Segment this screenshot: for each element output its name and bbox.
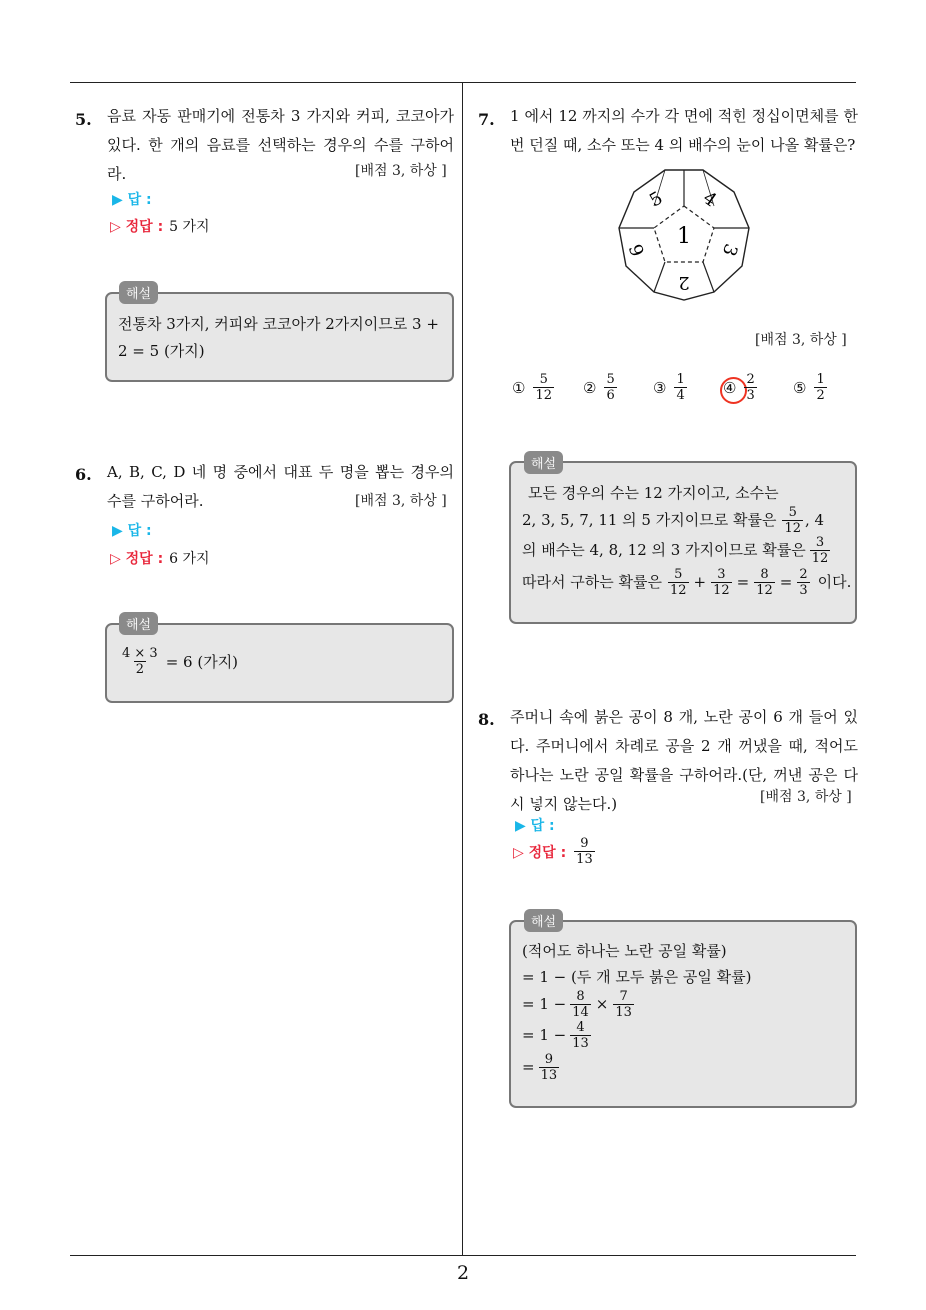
q7-explain-line1: 모든 경우의 수는 12 가지이고, 소수는 <box>528 484 779 502</box>
q7-choice-1 <box>512 372 556 403</box>
q7-e3-num: 3 <box>815 535 825 550</box>
q8-l5-text: = <box>522 1058 535 1076</box>
q7-choice-5-frac <box>814 372 826 403</box>
q7-e4-f4n: 2 <box>799 567 808 582</box>
q7-meta: [배점 3, 하상 ] <box>755 332 847 348</box>
q8-l4-fn: 4 <box>576 1020 585 1035</box>
q8-l3-f2n: 7 <box>619 989 628 1004</box>
q7-e4-frac1 <box>668 567 689 598</box>
q7-choice-3-num: 1 <box>676 372 685 387</box>
column-divider <box>462 83 463 1255</box>
q8-correct-num: 9 <box>580 836 589 851</box>
q8-l4-fd: 13 <box>572 1036 589 1051</box>
q7-choice-3-frac <box>674 372 686 403</box>
q7-e4-f3d: 12 <box>756 583 773 598</box>
q8-explain-tag: 해설 <box>524 909 563 932</box>
q7-text: 1 에서 12 까지의 수가 각 면에 적힌 정십이면체를 한 번 던질 때, 소수 또는 4 의 배수의 눈이 나올 확률은? <box>510 107 858 154</box>
q7-e4-plus: + <box>693 573 707 591</box>
q6-explain-math <box>118 646 238 677</box>
q7-choice-4 <box>723 372 759 403</box>
q8-correct-label: ▷ 정답 : <box>513 844 567 861</box>
q7-e2-num: 5 <box>788 505 797 520</box>
q5-correct-value: 5 가지 <box>169 219 210 235</box>
q8-correct-frac <box>574 836 595 867</box>
q8-explain-line4 <box>522 1020 593 1051</box>
q8-l3-f1n: 8 <box>576 989 585 1004</box>
q7-e3-frac <box>810 535 831 566</box>
q7-choice-4-frac <box>744 372 756 403</box>
q6-correct-label: ▷ 정답 : <box>110 551 164 567</box>
q8-l3-f2d: 13 <box>615 1005 632 1020</box>
q8-explain-line2: = 1 − (두 개 모두 붉은 공일 확률) <box>522 968 752 986</box>
q6-number: 6. <box>75 465 92 484</box>
q7-e4-frac4 <box>797 567 809 598</box>
q6-frac-num: 4 × 3 <box>122 646 158 661</box>
q7-e2-text: 2, 3, 5, 7, 11 의 5 가지이므로 확률은 <box>522 511 777 529</box>
q7-e4-eq1: = <box>736 573 750 591</box>
dice-face-left-top: 5 <box>646 187 667 212</box>
q5-correct <box>110 216 210 236</box>
q7-choice-5 <box>793 372 829 403</box>
q7-choice-1-mark: ① <box>512 378 526 397</box>
q7-choice-1-frac <box>533 372 554 403</box>
dice-face-bottom: 2 <box>678 272 690 293</box>
q8-l3-frac2 <box>613 989 634 1020</box>
q8-explain-line5 <box>522 1052 561 1083</box>
q7-e4-eq2: = <box>779 573 793 591</box>
q7-choice-2-num: 5 <box>606 372 615 387</box>
q8-meta: [배점 3, 하상 ] <box>760 789 852 805</box>
q7-e2-den: 12 <box>784 521 801 536</box>
q5-meta: [배점 3, 하상 ] <box>355 163 447 179</box>
q7-explain-line4 <box>522 567 851 598</box>
q8-l3-frac1 <box>570 989 591 1020</box>
q7-e4-f1d: 12 <box>669 583 687 598</box>
q7-choice-1-den: 12 <box>535 388 552 403</box>
dodecahedron-figure <box>614 165 754 305</box>
dice-face-left-bottom: 6 <box>625 240 650 259</box>
q6-text: A, B, C, D 네 명 중에서 대표 두 명을 뽑는 경우의 수를 구하어라. <box>107 463 454 510</box>
q6-fraction <box>120 646 160 677</box>
q7-e4-f2n: 3 <box>717 567 726 582</box>
dice-face-right-top: 4 <box>698 187 721 212</box>
q8-l3-f1d: 14 <box>572 1005 589 1020</box>
q8-number: 8. <box>478 710 495 729</box>
q7-e4-f4d: 3 <box>799 583 808 598</box>
q7-choice-2-mark: ② <box>583 378 597 397</box>
q6-correct-value: 6 가지 <box>169 551 210 567</box>
q7-choice-4-den: 3 <box>746 388 755 403</box>
q7-explain-line3 <box>522 535 832 566</box>
q8-explain-line1: (적어도 하나는 노란 공일 확률) <box>522 942 727 960</box>
q7-e3-den: 12 <box>811 551 829 566</box>
q6-meta: [배점 3, 하상 ] <box>355 493 447 509</box>
q8-correct-den: 13 <box>576 852 593 867</box>
q6-frac-den: 2 <box>135 662 144 677</box>
q5-correct-label: ▷ 정답 : <box>110 219 164 235</box>
q7-e4-f3n: 8 <box>760 567 769 582</box>
q7-e2-frac <box>782 505 803 536</box>
q7-choice-5-num: 1 <box>816 372 825 387</box>
q7-choice-4-mark: ④ <box>723 378 737 397</box>
q5-text: 음료 자동 판매기에 전통차 3 가지와 커피, 코코아가 있다. 한 개의 음료를 선택하는 경우의 수를 구하어라. <box>107 107 454 183</box>
q5-explain-line1: 전통차 3가지, 커피와 코코아가 2가지이므로 3 + <box>118 315 439 333</box>
q7-e4-frac3 <box>754 567 775 598</box>
dice-face-right-bottom: 3 <box>717 240 742 259</box>
q7-e2-tail: , 4 <box>804 511 825 529</box>
q8-l5-frac <box>539 1052 560 1083</box>
q7-e4-end: 이다. <box>817 573 852 591</box>
q8-explain-line3 <box>522 989 636 1020</box>
q7-e4-f2d: 12 <box>713 583 730 598</box>
dice-center-label: 1 <box>677 224 691 249</box>
page-number: 2 <box>456 1262 470 1284</box>
q7-e4-text: 따라서 구하는 확률은 <box>522 573 662 591</box>
q8-l3-text: = 1 − <box>522 995 567 1013</box>
q7-choice-5-den: 2 <box>816 388 825 403</box>
q7-e3-text: 의 배수는 4, 8, 12 의 3 가지이므로 확률은 <box>522 541 806 559</box>
q7-choice-3-den: 4 <box>676 388 685 403</box>
q7-e4-frac2 <box>711 567 732 598</box>
top-rule <box>70 82 856 83</box>
q6-explain-tag: 해설 <box>119 612 158 635</box>
q7-choice-2-frac <box>604 372 616 403</box>
q5-explain-tag: 해설 <box>119 281 158 304</box>
q8-l5-fn: 9 <box>544 1052 553 1067</box>
q8-text: 주머니 속에 붉은 공이 8 개, 노란 공이 6 개 들어 있다. 주머니에서 차례로 공을 2 개 꺼냈을 때, 적어도 하나는 노란 공일 확률을 구하어라.(단, 꺼낸 공은 다시 넣지 않는다.) <box>510 708 858 813</box>
q6-correct <box>110 548 210 568</box>
q7-explain-line2 <box>522 505 824 536</box>
q7-number: 7. <box>478 110 495 129</box>
q8-l5-fd: 13 <box>540 1068 558 1083</box>
q7-choice-3-mark: ③ <box>653 378 667 397</box>
q7-choice-5-mark: ⑤ <box>793 378 807 397</box>
q8-l4-frac <box>570 1020 591 1051</box>
q7-explain-tag: 해설 <box>524 451 563 474</box>
q6-answer-label: ▶ 답 : <box>112 523 152 539</box>
q8-l3-times: × <box>595 995 609 1013</box>
q8-correct <box>513 836 597 867</box>
q7-e4-f1n: 5 <box>674 567 683 582</box>
q5-explain-line2: 2 = 5 (가지) <box>118 342 205 360</box>
bottom-rule <box>70 1255 856 1256</box>
q7-choice-4-num: 2 <box>746 372 755 387</box>
q7-choice-1-num: 5 <box>539 372 548 387</box>
q5-answer-label: ▶ 답 : <box>112 192 152 208</box>
q7-choice-2 <box>583 372 619 403</box>
q7-choice-2-den: 6 <box>606 388 615 403</box>
q6-explain-rest: = 6 (가지) <box>165 652 239 671</box>
q8-l4-text: = 1 − <box>522 1026 567 1044</box>
q8-answer-label: ▶ 답 : <box>515 818 555 834</box>
q7-choice-3 <box>653 372 689 403</box>
q5-number: 5. <box>75 110 92 129</box>
